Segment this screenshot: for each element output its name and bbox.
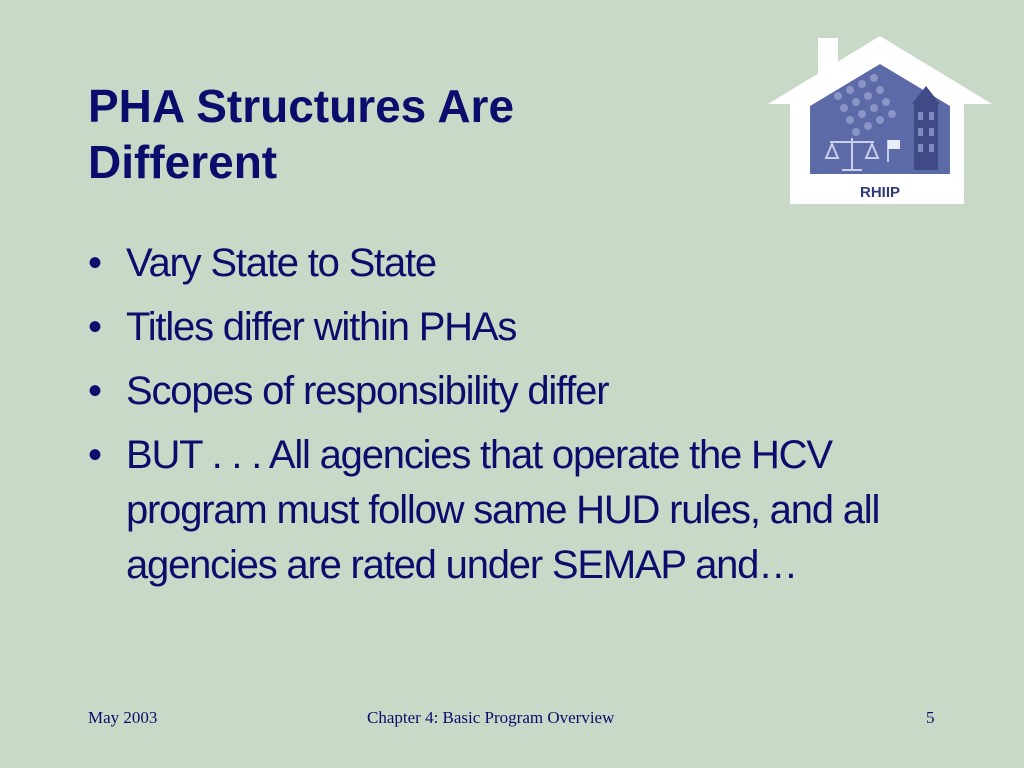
bullet-list [88, 236, 948, 602]
bullet-item [88, 300, 948, 355]
bullet-item [88, 236, 948, 291]
footer-page-number: 5 [926, 708, 935, 727]
rhiip-house-logo-icon [766, 34, 994, 206]
bullet-glyph: • [88, 433, 103, 477]
bullet-text: Scopes of responsibility differ [126, 369, 609, 413]
logo-text: RHIIP [859, 184, 901, 201]
bullet-glyph: • [88, 241, 103, 285]
bullet-text: Titles differ within PHAs [126, 305, 517, 349]
bullet-item [88, 428, 948, 593]
footer-date: May 2003 [88, 708, 158, 727]
bullet-text: BUT . . . All agencies that operate the HCV program must follow same HUD rules, and all agencies are rated under SEMAP and… [126, 433, 880, 587]
bullet-glyph: • [88, 305, 103, 349]
bullet-item [88, 364, 948, 419]
bullet-glyph: • [88, 369, 103, 413]
footer-chapter-title: Chapter 4: Basic Program Overview [367, 708, 615, 727]
slide-title: PHA Structures Are Different [88, 80, 515, 188]
bullet-text: Vary State to State [126, 241, 436, 285]
